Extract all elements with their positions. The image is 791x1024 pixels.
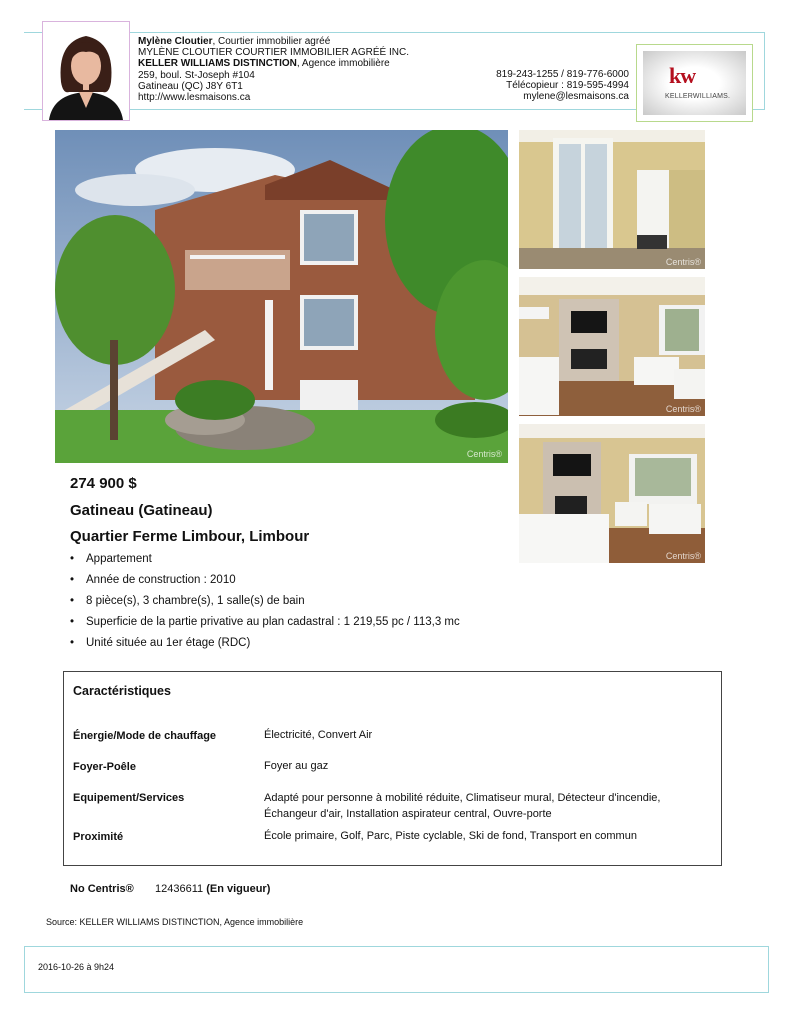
agent-phones: 819-243-1255 / 819-776-6000 [496,69,629,80]
char-label-heating: Énergie/Mode de chauffage [73,730,217,742]
centris-watermark: Centris® [665,257,701,267]
agency-name: KELLER WILLIAMS DISTINCTION [138,58,297,70]
char-value-proximity: École primaire, Golf, Parc, Piste cyclable, Ski de fond, Transport en commun [264,830,637,842]
thumbnail-living-room-2[interactable] [519,424,705,563]
agent-city: Gatineau (QC) J8Y 6T1 [138,80,243,92]
thumbnail-living-room-1[interactable] [519,277,705,416]
feature-item: • Année de construction : 2010 [70,573,460,594]
agency-suffix: , Agence immobilière [296,58,390,70]
listing-neighbourhood: Quartier Ferme Limbour, Limbour [70,528,310,545]
agent-email[interactable]: mylene@lesmaisons.ca [523,91,629,103]
agent-fax: Télécopieur : 819-595-4994 [506,80,629,92]
footer-date: 2016-10-26 à 9h24 [38,962,115,972]
char-value-fireplace: Foyer au gaz [264,760,329,772]
listing-price: 274 900 $ [70,475,137,492]
feature-item: • Appartement [70,552,460,573]
logo-mark: kw [669,63,696,88]
centris-watermark: Centris® [466,449,502,459]
agent-name: Mylène Cloutier [138,36,213,47]
char-value-equipment: Adapté pour personne à mobilité réduite, Climatiseur mural, Détecteur d'incendie, Échangeur d'air, Installation aspirateur central, Ouvre-porte [264,792,661,820]
contact-info [496,69,629,103]
char-label-fireplace: Foyer-Poêle [73,761,136,773]
centris-watermark: Centris® [665,404,701,414]
centris-number: 12436611 [155,883,204,895]
agency-logo [636,44,753,122]
listing-city: Gatineau (Gatineau) [70,502,213,519]
characteristics-title: Caractéristiques [73,684,171,698]
centris-number-label: No Centris® [70,883,134,895]
source-line: Source: KELLER WILLIAMS DISTINCTION, Agence immobilière [46,917,304,927]
char-label-equipment: Equipement/Services [73,792,185,804]
feature-item: • 8 pièce(s), 3 chambre(s), 1 salle(s) de bain [70,594,460,615]
centris-status: (En vigueur) [206,883,271,895]
thumbnail-entrance[interactable] [519,130,705,269]
centris-number-value [155,883,270,895]
agent-company: MYLÈNE CLOUTIER COURTIER IMMOBILIER AGRÉÉ INC. [138,47,409,59]
agent-address: 259, boul. St-Joseph #104 [138,69,255,81]
footer-frame [24,946,769,993]
agent-website[interactable]: http://www.lesmaisons.ca [138,92,251,104]
feature-item: • Unité située au 1er étage (RDC) [70,636,460,657]
agent-photo [42,21,130,121]
logo-text: KELLERWILLIAMS. [665,93,731,100]
feature-list [70,552,460,657]
main-property-photo [55,130,508,463]
char-value-heating: Électricité, Convert Air [264,729,373,741]
feature-item: • Superficie de la partie privative au plan cadastral : 1 219,55 pc / 113,3 mc [70,615,460,636]
agent-title: , Courtier immobilier agréé [212,36,331,47]
char-label-proximity: Proximité [73,831,124,843]
centris-watermark: Centris® [665,551,701,561]
agent-info [138,36,409,103]
